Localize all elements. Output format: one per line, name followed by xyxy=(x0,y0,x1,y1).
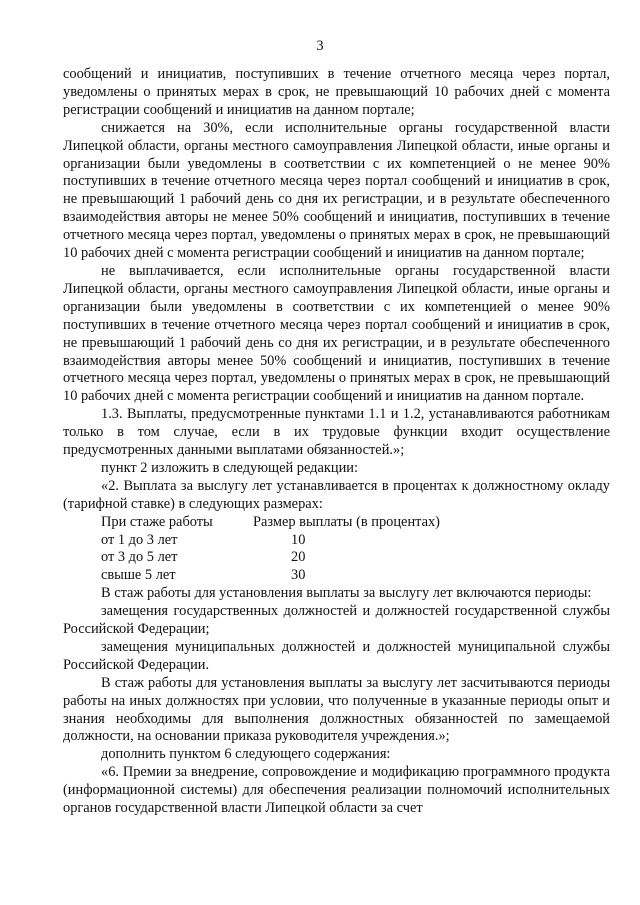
paragraph: замещения муниципальных должностей и должностей муниципальной службы Российской Федерации. xyxy=(63,638,610,673)
paragraph: «6. Премии за внедрение, сопровождение и модификацию программного продукта (информационной системы) для обеспечения реализации полномочий исполнительных органов государственной власти Липецкой области за счет xyxy=(63,764,610,817)
paragraph: 1.3. Выплаты, предусмотренные пунктами 1.1 и 1.2, устанавливаются работникам только в том случае, если в их трудовые функции входит осуществление предусмотренных данными выплатами обязанностей.»; xyxy=(63,406,610,459)
page-number: 3 xyxy=(316,38,324,54)
paragraph: сообщений и инициатив, поступивших в течение отчетного месяца через портал, уведомлены о принятых мерах в срок, не превышающий 10 рабочих дней с момента регистрации сообщений и инициатив на данном портале; xyxy=(63,66,610,118)
service-length-table xyxy=(101,514,610,586)
paragraph: снижается на 30%, если исполнительные органы государственной власти Липецкой области, органы местного самоуправления Липецкой области, иные органы и организации были уведомлены в соответствии с их компетенцией о не менее 90% поступивших в течение отчетного месяца через портал сообщений и инициатив в срок, не превышающий 1 рабочий день со дня их регистрации, и в результате обеспеченного взаимодействия авторы не менее 50% сообщений и инициатив, поступивших в течение отчетного месяца через портал, уведомлены о принятых мерах в срок, не превышающий 10 рабочих дней с момента регистрации сообщений и инициатив на данном портале; xyxy=(63,119,610,262)
table-row xyxy=(101,532,610,550)
table-header-cell: Размер выплаты (в процентах) xyxy=(253,513,440,530)
table-cell: от 1 до 3 лет xyxy=(101,531,178,548)
paragraph: «2. Выплата за выслугу лет устанавливается в процентах к должностному окладу (тарифной ставке) в следующих размерах: xyxy=(63,477,610,512)
document-body xyxy=(63,66,610,818)
paragraph: В стаж работы для установления выплаты за выслугу лет засчитываются периоды работы на иных должностях при условии, что полученные в указанные периоды опыт и знания необходимы для выполнения должностных обязанностей по замещаемой должности, на основании приказа руководителя учреждения.»; xyxy=(63,674,610,745)
table-row xyxy=(101,549,610,567)
table-cell: от 3 до 5 лет xyxy=(101,549,178,566)
table-cell: 30 xyxy=(291,567,306,584)
paragraph: замещения государственных должностей и должностей государственной службы Российской Федерации; xyxy=(63,603,610,638)
paragraph: В стаж работы для установления выплаты за выслугу лет включаются периоды: xyxy=(101,585,592,602)
paragraph: пункт 2 изложить в следующей редакции: xyxy=(101,459,358,476)
paragraph: дополнить пунктом 6 следующего содержания: xyxy=(101,746,391,763)
paragraph: не выплачивается, если исполнительные органы государственной власти Липецкой области, органы местного самоуправления Липецкой области, иные органы и организации были уведомлены в соответствии с их компетенцией о менее 90% поступивших в течение отчетного месяца через портал сообщений и инициатив в срок, не превышающий 1 рабочий день со дня их регистрации, и в результате обеспеченного взаимодействия авторы менее 50% сообщений и инициатив, поступивших в течение отчетного месяца через портал, уведомлены о принятых мерах в срок, не превышающий 10 рабочих дней с момента регистрации сообщений и инициатив на данном портале. xyxy=(63,262,610,405)
table-cell: 20 xyxy=(291,549,306,566)
table-cell: свыше 5 лет xyxy=(101,567,176,584)
table-header-row xyxy=(101,514,610,532)
table-header-cell: При стаже работы xyxy=(101,513,213,530)
table-row xyxy=(101,567,610,585)
table-cell: 10 xyxy=(291,531,306,548)
